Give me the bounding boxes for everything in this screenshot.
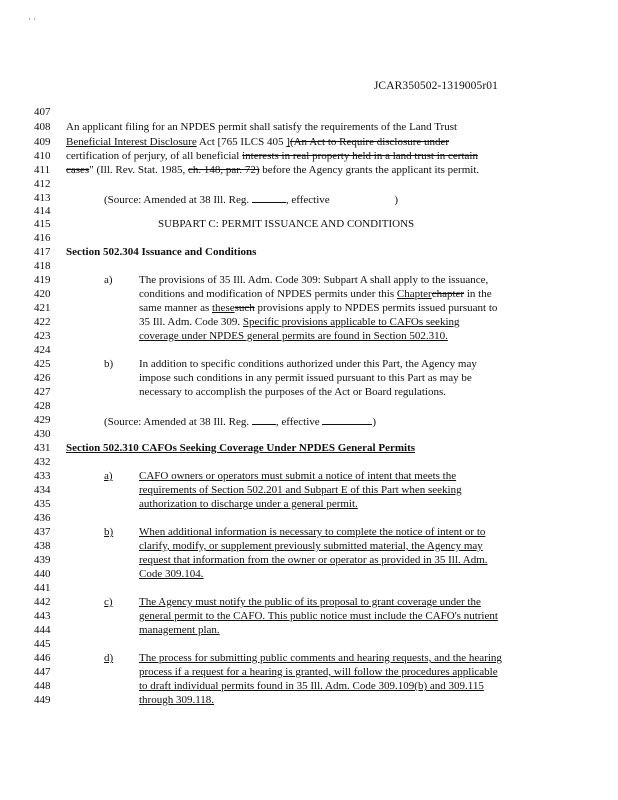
line-number: 444 (34, 624, 51, 636)
line-number: 419 (34, 274, 51, 286)
text-line: clarify, modify, or supplement previously submitted material, the Agency may (139, 540, 483, 552)
text-line: The provisions of 35 Ill. Adm. Code 309: Subpart A shall apply to the issuance, (139, 274, 489, 286)
blank-field (322, 414, 372, 425)
line-number: 408 (34, 121, 51, 133)
line-number: 422 (34, 316, 51, 328)
text-line: The Agency must notify the public of its proposal to grant coverage under the (139, 596, 481, 608)
text-line: coverage under NPDES general permits are found in Section 502.310. (139, 330, 448, 342)
text-line: request that information from the owner or operator as provided in 35 Ill. Adm. (139, 554, 488, 566)
text-line: CAFO owners or operators must submit a notice of intent that meets the (139, 470, 457, 482)
text-line: authorization to discharge under a general permit. (139, 498, 358, 510)
line-number: 411 (34, 164, 51, 176)
text-line: cases" (Ill. Rev. Stat. 1985, ch. 148, par. 72) before the Agency grants the applicant its permit. (66, 164, 480, 176)
item-label: c) (104, 596, 113, 608)
text-line: Beneficial Interest Disclosure Act [765 ILCS 405 ](An Act to Require disclosure under (66, 136, 450, 148)
line-number: 421 (34, 302, 51, 314)
line-number: 439 (34, 554, 51, 566)
line-number: 436 (34, 512, 51, 524)
line-number: 442 (34, 596, 51, 608)
text-line: requirements of Section 502.201 and Subpart E of this Part when seeking (139, 484, 462, 496)
text-line: process if a request for a hearing is granted, will follow the procedures applicable (139, 666, 498, 678)
line-number: 430 (34, 428, 51, 440)
text-line: Code 309.104. (139, 568, 204, 580)
line-number: 407 (34, 106, 51, 118)
document-id: JCAR350502-1319005r01 (373, 80, 498, 92)
line-number: 418 (34, 260, 51, 272)
line-number: 414 (34, 205, 51, 217)
text-line: through 309.118. (139, 694, 215, 706)
text-line: general permit to the CAFO. This public notice must include the CAFO's nutrient (139, 610, 498, 622)
text-line: same manner as thesesuch provisions apply to NPDES permits issued pursuant to (139, 302, 498, 314)
line-number: 449 (34, 694, 51, 706)
line-number: 441 (34, 582, 51, 594)
line-number: 415 (34, 218, 51, 230)
line-number: 410 (34, 150, 51, 162)
line-number: 420 (34, 288, 51, 300)
line-number: 412 (34, 178, 51, 190)
line-number: 438 (34, 540, 51, 552)
text-line: The process for submitting public comments and hearing requests, and the hearing (139, 652, 502, 664)
line-number: 426 (34, 372, 51, 384)
line-number: 428 (34, 400, 51, 412)
line-number: 432 (34, 456, 51, 468)
line-number: 446 (34, 652, 51, 664)
section-heading: Section 502.304 Issuance and Conditions (66, 246, 257, 258)
subpart-heading: SUBPART C: PERMIT ISSUANCE AND CONDITIONS (158, 218, 415, 230)
text-line: An applicant filing for an NPDES permit shall satisfy the requirements of the Land Trust (66, 121, 458, 133)
line-number: 435 (34, 498, 51, 510)
source-note: (Source: Amended at 38 Ill. Reg. , effective ) (104, 416, 377, 428)
line-number: 440 (34, 568, 51, 580)
source-note: (Source: Amended at 38 Ill. Reg. , effective ) (104, 194, 399, 206)
line-number: 433 (34, 470, 51, 482)
item-label: a) (104, 470, 113, 482)
text-line: necessary to accomplish the purposes of the Act or Board regulations. (139, 386, 447, 398)
line-number: 445 (34, 638, 51, 650)
line-number: 416 (34, 232, 51, 244)
corner-mark: · · (28, 14, 37, 24)
item-label: b) (104, 526, 114, 538)
text-line: conditions and modification of NPDES permits under this Chapterchapter in the (139, 288, 492, 300)
text-line: 35 Ill. Adm. Code 309. Specific provisions applicable to CAFOs seeking (139, 316, 460, 328)
blank-field (252, 414, 276, 425)
text-line: When additional information is necessary to complete the notice of intent or to (139, 526, 486, 538)
text-line: to draft individual permits found in 35 Ill. Adm. Code 309.109(b) and 309.115 (139, 680, 484, 692)
item-label: b) (104, 358, 114, 370)
text-line: impose such conditions in any permit issued pursuant to this Part as may be (139, 372, 472, 384)
line-number: 437 (34, 526, 51, 538)
line-number: 424 (34, 344, 51, 356)
blank-field (252, 192, 286, 203)
line-number: 448 (34, 680, 51, 692)
text-line: management plan. (139, 624, 220, 636)
item-label: d) (104, 652, 114, 664)
line-number: 429 (34, 414, 51, 426)
line-number: 409 (34, 136, 51, 148)
line-number: 427 (34, 386, 51, 398)
line-number: 447 (34, 666, 51, 678)
line-number: 425 (34, 358, 51, 370)
line-number: 413 (34, 192, 51, 204)
line-number: 417 (34, 246, 51, 258)
line-number: 431 (34, 442, 51, 454)
text-line: certification of perjury, of all beneficial interests in real property held in a land trust in certain (66, 150, 478, 162)
line-number: 434 (34, 484, 51, 496)
line-number: 443 (34, 610, 51, 622)
line-number: 423 (34, 330, 51, 342)
section-heading: Section 502.310 CAFOs Seeking Coverage Under NPDES General Permits (66, 442, 416, 454)
item-label: a) (104, 274, 113, 286)
text-line: In addition to specific conditions authorized under this Part, the Agency may (139, 358, 477, 370)
